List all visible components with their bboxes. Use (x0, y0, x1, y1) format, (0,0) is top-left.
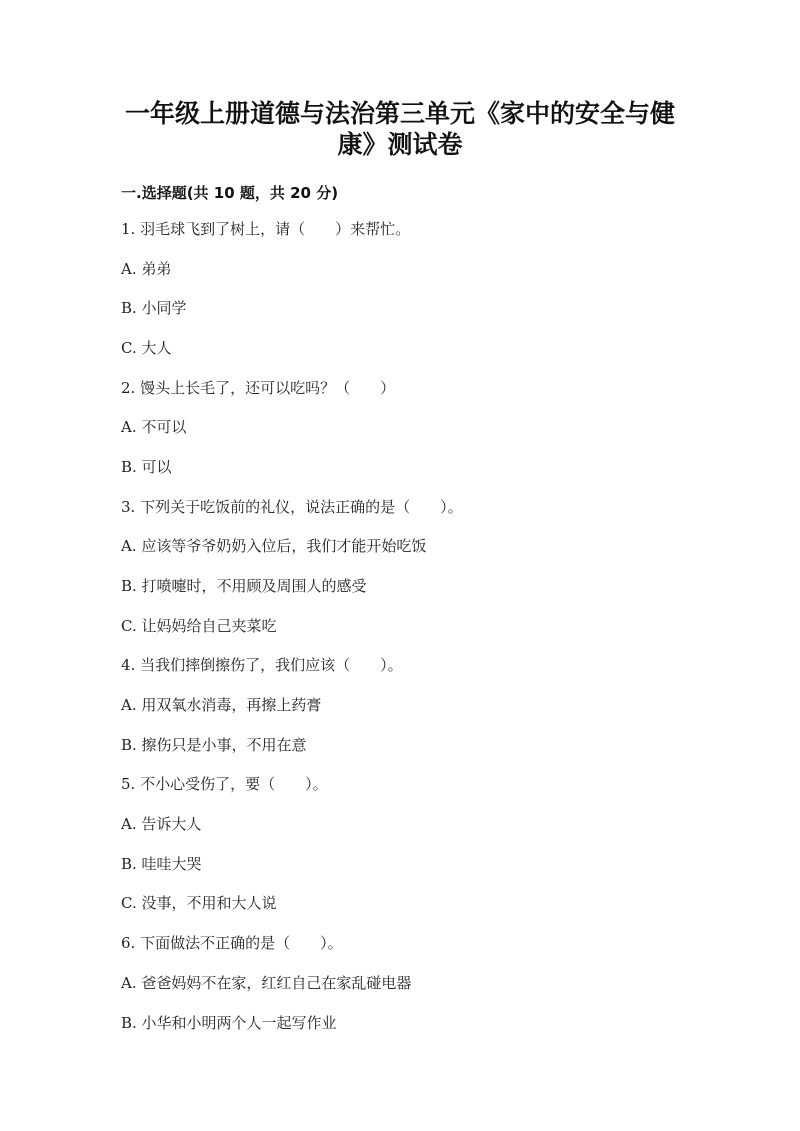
question-stem: 4. 当我们摔倒擦伤了，我们应该（ ）。 (121, 656, 403, 674)
title-line-2: 康》测试卷 (337, 130, 463, 159)
option-item: A. 不可以 (121, 418, 187, 436)
option-item: B. 可以 (121, 458, 172, 476)
option-item: B. 小华和小明两个人一起写作业 (121, 1014, 337, 1032)
option-item: B. 擦伤只是小事，不用在意 (121, 736, 307, 754)
option-item: C. 让妈妈给自己夹菜吃 (121, 617, 277, 635)
option-item: B. 哇哇大哭 (121, 855, 202, 873)
question-stem: 1. 羽毛球飞到了树上，请（ ）来帮忙。 (121, 220, 411, 238)
question-stem: 6. 下面做法不正确的是（ ）。 (121, 934, 343, 952)
option-item: A. 用双氧水消毒，再擦上药膏 (121, 696, 322, 714)
option-item: A. 爸爸妈妈不在家，红红自己在家乱碰电器 (121, 974, 412, 992)
option-item: A. 告诉大人 (121, 815, 202, 833)
option-item: A. 弟弟 (121, 260, 172, 278)
option-item: B. 小同学 (121, 299, 187, 317)
section-heading: 一.选择题(共 10 题，共 20 分) (121, 184, 339, 202)
option-item: C. 大人 (121, 339, 172, 357)
option-item: C. 没事，不用和大人说 (121, 894, 277, 912)
title-line-1: 一年级上册道德与法治第三单元《家中的安全与健 (124, 99, 675, 128)
question-stem: 3. 下列关于吃饭前的礼仪，说法正确的是（ ）。 (121, 498, 463, 516)
question-stem: 2. 馒头上长毛了，还可以吃吗？（ ） (121, 379, 396, 397)
option-item: B. 打喷嚏时，不用顾及周围人的感受 (121, 577, 367, 595)
option-item: A. 应该等爷爷奶奶入位后，我们才能开始吃饭 (121, 537, 427, 555)
question-stem: 5. 不小心受伤了，要（ ）。 (121, 775, 328, 793)
page-title (0, 98, 800, 160)
